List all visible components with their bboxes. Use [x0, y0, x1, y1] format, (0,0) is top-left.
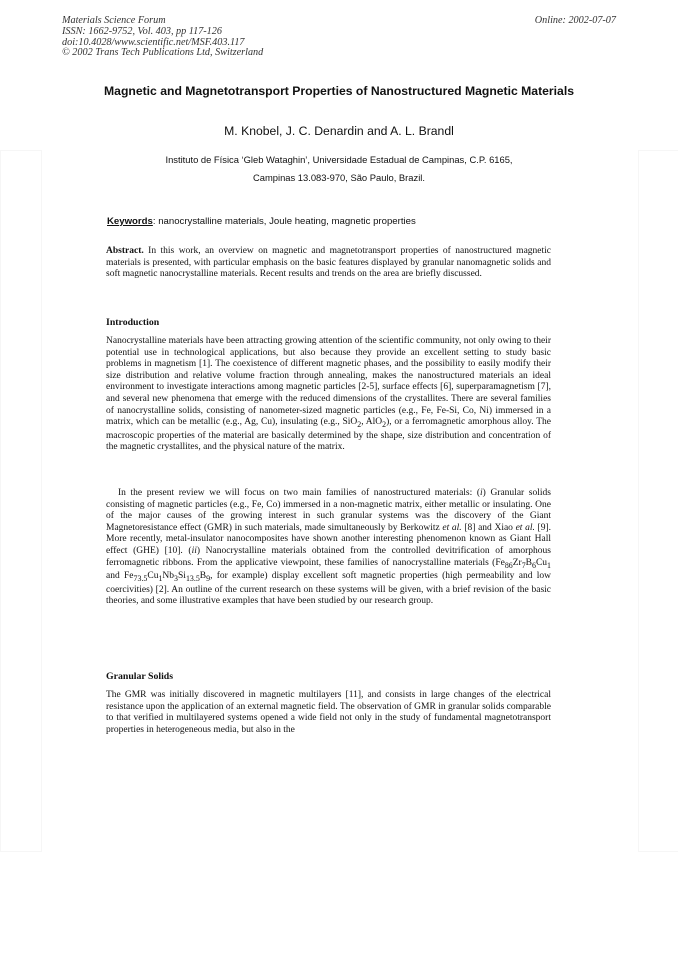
section-heading-granular-solids: Granular Solids [106, 671, 174, 682]
keywords-text: : nanocrystalline materials, Joule heating, magnetic properties [152, 216, 416, 227]
journal-copyright: © 2002 Trans Tech Publications Ltd, Switzerland [62, 47, 264, 59]
abstract [106, 246, 551, 281]
watermark-shape [638, 150, 678, 852]
online-date: Online: 2002-07-07 [534, 15, 616, 26]
journal-doi[interactable]: doi:10.4028/www.scientific.net/MSF.403.117 [62, 36, 245, 48]
paper-authors: M. Knobel, J. C. Denardin and A. L. Brandl [224, 124, 454, 138]
keywords-label: Keywords [107, 216, 153, 227]
affiliation [100, 151, 578, 186]
journal-name: Materials Science Forum [62, 15, 166, 26]
keywords [107, 216, 416, 228]
journal-info [62, 16, 263, 59]
intro-paragraph-1: Nanocrystalline materials have been attracting growing attention of the scientific community, not only owing to their potential use in technological applications, but also because they provide an excellent setting to study basic problems in magnetism [1]. The coexistence of different magnetic phases, and the possibility to easily modify their size distribution and relative volume fraction through annealing, makes the nanostructured materials an ideal environment to investigate interactions among magnetic particles [2-5], surface effects [6], superparamagnetism [7], and several new phenomena that emerge with the reduced dimensions of the crystallites. There are several families of nanocrystalline solids, consisting of nanometer-sized magnetic particles (e.g., Fe, Fe-Si, Co, Ni) immersed in a matrix, which can be metallic (e.g., Ag, Cu), insulating (e.g., SiO$_2$, AlO$_2$), or a ferromagnetic amorphous alloy. The macroscopic properties of the material are basically determined by the shape, size distribution and concentration of the magnetic crystallites, and the physical nature of the matrix. [106, 336, 551, 453]
journal-issn: ISSN: 1662-9752, Vol. 403, pp 117-126 [62, 25, 222, 37]
paper-title: Magnetic and Magnetotransport Properties of Nanostructured Magnetic Materials [104, 84, 574, 98]
intro-paragraph-2: In the present review we will focus on two main families of nanostructured materials: (i) Granular solids consisting of magnetic particles (e.g., Fe, Co) immersed in a non-magnetic matrix, either metallic or insulating. One of the major causes of the growing interest in such granular systems was the discovery of the Giant Magnetoresistance effect (GMR) in such materials, made simultaneously by Berkowitz et al. [8] and Xiao et al. [9]. More recently, metal-insulator nanocomposites have shown another interesting phenomenon known as Giant Hall effect (GHE) [10]. (ii) Nanocrystalline materials obtained from the controlled devitrification of amorphous ferromagnetic ribbons. From the applicative viewpoint, these families of nanocrystalline materials ($Fe_{86}Zr_7B_6Cu_1$ and $Fe_{73.5}Cu_1Nb_3Si_{13.5}B_9$, for example) display excellent soft magnetic properties (high permeability and low coercivities) [2]. An outline of the current research on these systems will be given, with a brief revision of the basic theories, and some illustrative examples that have been studied by our research group. [106, 488, 552, 607]
granular-paragraph: The GMR was initially discovered in magnetic multilayers [11], and consists in large changes of the electrical resistance upon the application of an external magnetic field. The observation of GMR in granular solids comparable to that verified in multilayered systems opened a wide field not only in the study of fundamental magnetotransport properties in heterogeneous media, but also in the [106, 690, 551, 735]
section-heading-introduction: Introduction [106, 317, 160, 328]
abstract-label: Abstract. [106, 246, 144, 256]
affiliation-line1: Instituto de Física ‘Gleb Wataghin’, Universidade Estadual de Campinas, C.P. 6165, [165, 154, 513, 165]
affiliation-line2: Campinas 13.083-970, São Paulo, Brazil. [253, 171, 425, 183]
watermark-shape [0, 150, 42, 852]
abstract-text: In this work, an overview on magnetic and magnetotransport properties of nanostructured magnetic materials is presented, with particular emphasis on the basic features displayed by granular nanomagnetic solids and soft magnetic nanocrystalline materials. Recent results and trends on the area are briefly discussed. [106, 246, 551, 280]
